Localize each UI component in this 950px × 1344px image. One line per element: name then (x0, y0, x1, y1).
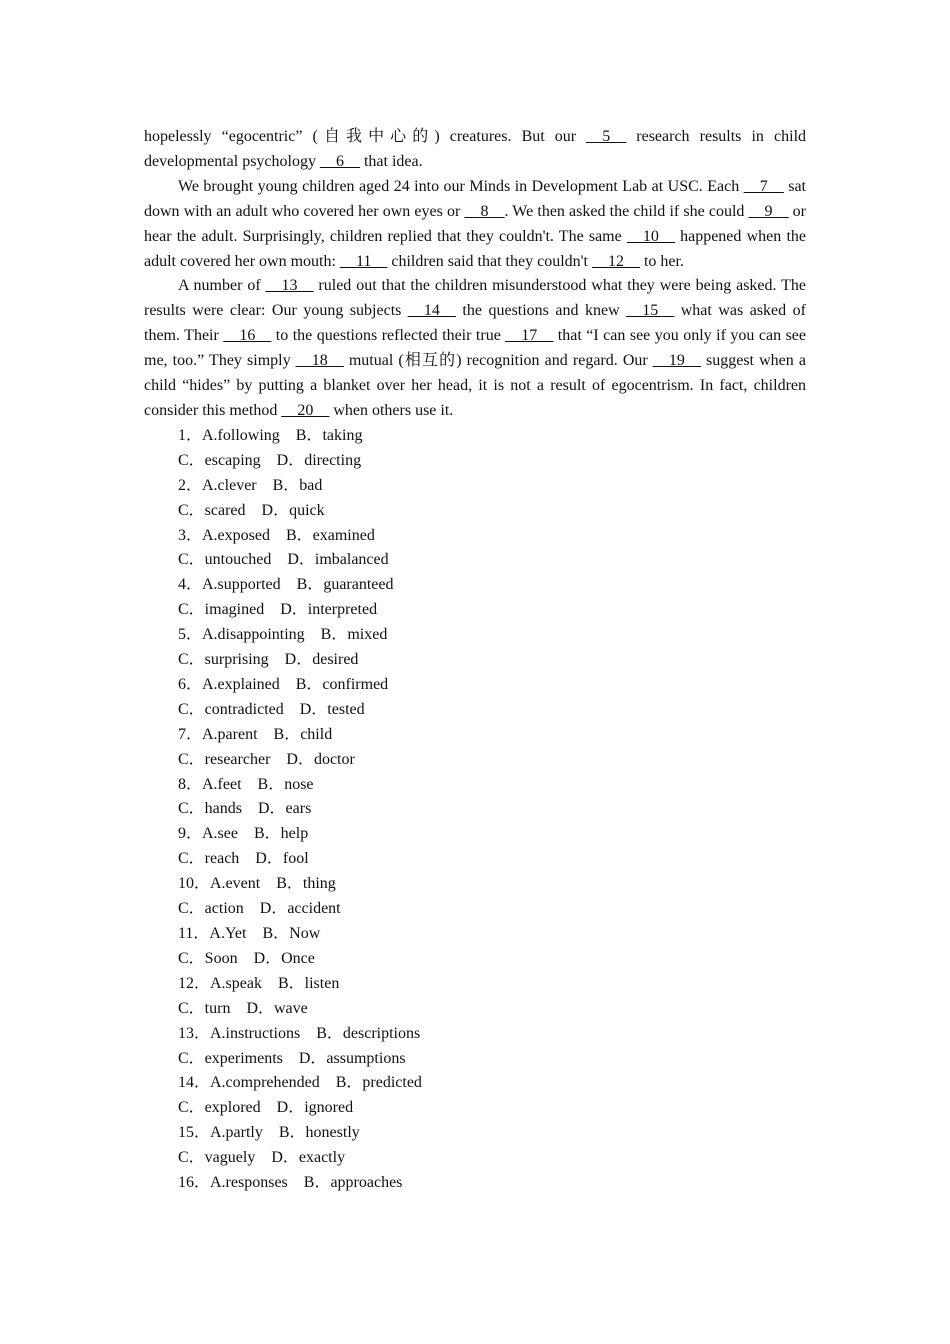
option-line: 8．A.feet B．nose (178, 775, 314, 793)
passage-text: suggest when a child “hides” by putting a blanket over her head, it is not a result of egocentrism. In fact, children consider this method (144, 352, 806, 419)
option-line: C．experiments D．assumptions (178, 1049, 406, 1067)
passage-text: mutual (相互的) recognition and regard. Our (343, 352, 653, 370)
passage-text: We brought young children aged 24 into our Minds in Development Lab at USC. Each (178, 177, 744, 195)
passage-text: ruled out that the children misunderstood what they were being asked. The results were clear: Our young subjects (144, 277, 807, 320)
option-line: 4．A.supported B．guaranteed (178, 576, 394, 594)
option-line: C．surprising D．desired (178, 651, 359, 669)
passage-paragraph-3 (144, 274, 806, 423)
option-line: 9．A.see B．help (178, 825, 309, 843)
blank-14: __14__ (407, 302, 456, 320)
blank-19: __19__ (652, 352, 701, 370)
option-line: 16．A.responses B．approaches (178, 1174, 403, 1192)
passage-paragraph-1 (144, 125, 806, 175)
passage-text: research results in child developmental psychology (144, 128, 807, 170)
blank-7: __7__ (743, 177, 784, 195)
answer-options-list (144, 424, 806, 1196)
option-line: C．imagined D．interpreted (178, 601, 378, 619)
passage-text: hopelessly “egocentric” (自我中心的) creatures. But our (144, 128, 587, 145)
passage-text: A number of (178, 277, 266, 295)
option-line: C．explored D．ignored (178, 1099, 354, 1117)
option-line: C．vaguely D．exactly (178, 1149, 346, 1167)
blank-5: __5__ (586, 128, 627, 145)
option-line: C．researcher D．doctor (178, 750, 355, 768)
passage-text: the questions and knew (455, 302, 627, 320)
option-line: C．Soon D．Once (178, 949, 315, 967)
option-line: C．action D．accident (178, 900, 341, 918)
option-line: 14．A.comprehended B．predicted (178, 1074, 422, 1092)
blank-11: __11__ (339, 252, 388, 270)
blank-9: __9__ (748, 202, 789, 220)
passage-text: to the questions reflected their true (271, 327, 506, 345)
blank-12: __12__ (591, 252, 640, 270)
option-line: C．escaping D．directing (178, 451, 362, 469)
option-line: 5．A.disappointing B．mixed (178, 626, 388, 644)
option-line: 13．A.instructions B．descriptions (178, 1024, 421, 1042)
passage-paragraph-2 (144, 175, 806, 275)
blank-15: __15__ (626, 302, 675, 320)
blank-8: __8__ (464, 202, 505, 220)
option-line: 10．A.event B．thing (178, 875, 336, 893)
option-line: 1．A.following B．taking (178, 426, 363, 444)
document-page (144, 125, 806, 1196)
option-line: 7．A.parent B．child (178, 725, 333, 743)
passage-text: happened when the adult covered her own mouth: (144, 227, 806, 270)
passage-text: children said that they couldn't (387, 252, 592, 270)
passage-text: what was asked of them. Their (144, 302, 806, 345)
option-line: 6．A.explained B．confirmed (178, 675, 389, 693)
option-line: C．hands D．ears (178, 800, 312, 818)
option-line: 2．A.clever B．bad (178, 476, 323, 494)
option-line: C．turn D．wave (178, 999, 308, 1017)
option-line: C．scared D．quick (178, 501, 325, 519)
blank-17: __17__ (505, 327, 554, 345)
blank-13: __13__ (265, 277, 314, 295)
option-line: C．reach D．fool (178, 850, 309, 868)
blank-20: __20__ (281, 401, 330, 419)
passage-text: that idea. (359, 152, 423, 170)
option-line: 12．A.speak B．listen (178, 974, 340, 992)
passage-text: sat down with an adult who covered her own eyes or (144, 177, 806, 220)
blank-16: __16__ (223, 327, 272, 345)
option-line: C．contradicted D．tested (178, 700, 365, 718)
blank-18: __18__ (295, 352, 344, 370)
option-line: C．untouched D．imbalanced (178, 551, 389, 569)
passage-text: or hear the adult. Surprisingly, children replied that they couldn't. The same (144, 202, 807, 245)
blank-10: __10__ (626, 227, 675, 245)
option-line: 3．A.exposed B．examined (178, 526, 375, 544)
passage-text: when others use it. (329, 401, 454, 419)
passage-text: to her. (639, 252, 684, 270)
passage-text: . We then asked the child if she could (504, 202, 749, 220)
passage-text: that “I can see you only if you can see me, too.” They simply (144, 327, 807, 370)
option-line: 15．A.partly B．honestly (178, 1124, 360, 1142)
blank-6: __6__ (319, 152, 360, 170)
option-line: 11．A.Yet B．Now (178, 925, 321, 942)
